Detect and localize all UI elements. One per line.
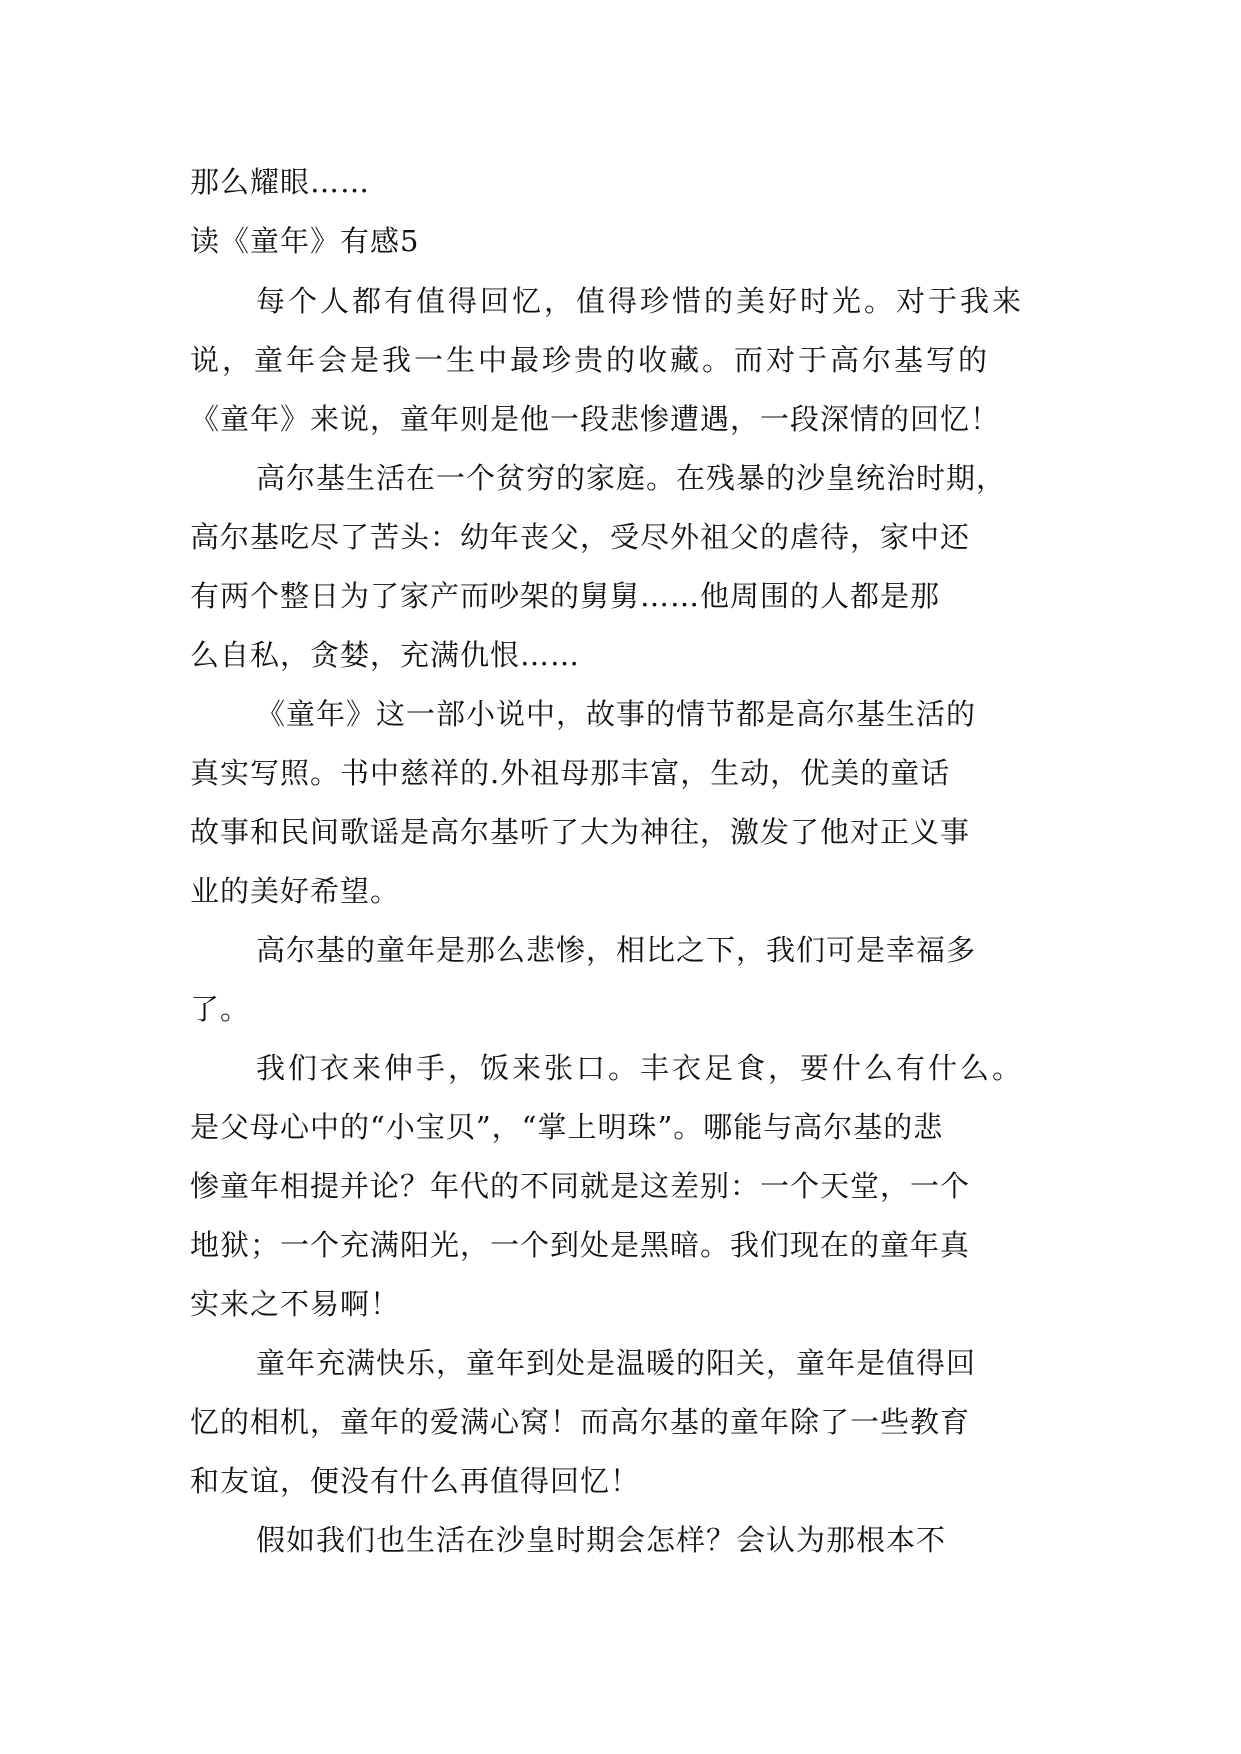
text-line: 惨童年相提并论？年代的不同就是这差别：一个天堂，一个 [190, 1169, 971, 1203]
text-line: 有两个整日为了家产而吵架的舅舅……他周围的人都是那 [190, 579, 941, 613]
text-line: 么自私，贪婪，充满仇恨…… [190, 638, 581, 672]
text-line: 说，童年会是我一生中最珍贵的收藏。而对于高尔基写的 [190, 343, 991, 377]
text-line: 和友谊，便没有什么再值得回忆！ [190, 1464, 641, 1498]
text-line: 地狱；一个充满阳光，一个到处是黑暗。我们现在的童年真 [190, 1228, 971, 1262]
text-line: 童年充满快乐，童年到处是温暖的阳关，童年是值得回 [256, 1346, 977, 1380]
text-line: 高尔基的童年是那么悲惨，相比之下，我们可是幸福多 [256, 933, 977, 967]
text-line: 我们衣来伸手，饭来张口。丰衣足食，要什么有什么。 [256, 1051, 1025, 1085]
text-line: 高尔基吃尽了苦头：幼年丧父，受尽外祖父的虐待，家中还 [190, 520, 971, 554]
text-line: 是父母心中的“小宝贝”，“掌上明珠”。哪能与高尔基的悲 [190, 1110, 944, 1144]
text-line: 实来之不易啊！ [190, 1287, 401, 1321]
text-line: 真实写照。书中慈祥的.外祖母那丰富，生动，优美的童话 [190, 756, 951, 790]
text-line: 了。 [190, 992, 251, 1026]
text-line: 《童年》这一部小说中，故事的情节都是高尔基生活的 [256, 697, 977, 731]
text-line: 忆的相机，童年的爱满心窝！而高尔基的童年除了一些教育 [190, 1405, 971, 1439]
text-line: 故事和民间歌谣是高尔基听了大为神往，激发了他对正义事 [190, 815, 971, 849]
text-line: 高尔基生活在一个贫穷的家庭。在残暴的沙皇统治时期， [256, 461, 1007, 495]
text-line: 《童年》来说，童年则是他一段悲惨遭遇，一段深情的回忆！ [190, 402, 1001, 436]
text-line: 假如我们也生活在沙皇时期会怎样？会认为那根本不 [256, 1523, 947, 1557]
section-heading: 读《童年》有感5 [190, 224, 420, 258]
text-line: 那么耀眼…… [190, 165, 371, 199]
text-line: 业的美好希望。 [190, 874, 401, 908]
text-line: 每个人都有值得回忆，值得珍惜的美好时光。对于我来 [256, 284, 1025, 318]
